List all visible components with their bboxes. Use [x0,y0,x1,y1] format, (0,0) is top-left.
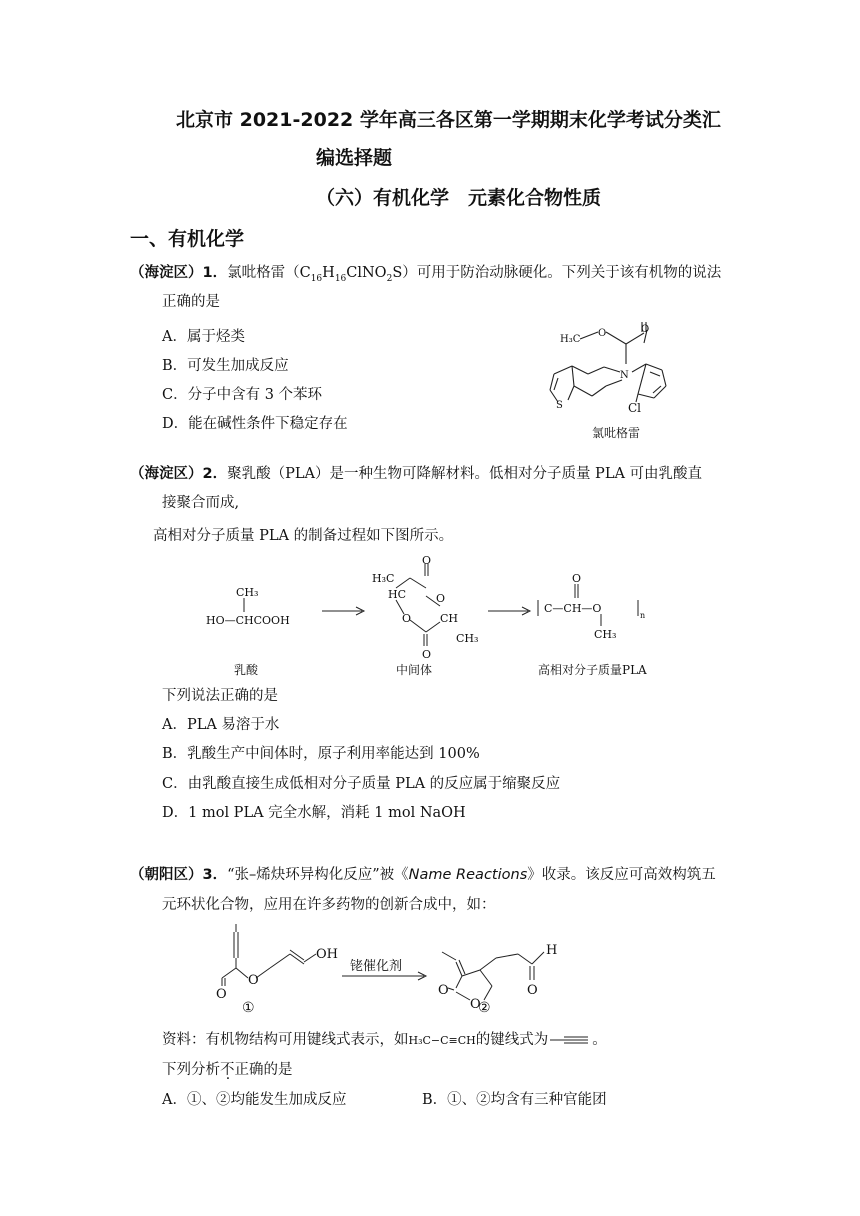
question-source: （海淀区）1． [130,265,228,281]
oxygen-label: O [598,328,607,339]
inter-oxygen-left: O [402,612,412,625]
q2-option-c: C．由乳酸直接生成低相对分子质量 PLA 的反应属于缩聚反应 [162,776,561,792]
pla-formula: C—CH—O [544,602,602,615]
question-2-stem: 下列说法正确的是 [162,688,278,704]
pla-reaction-scheme [200,556,660,682]
question-1-line2: 正确的是 [162,294,220,310]
compound-1-label: ① [242,1000,255,1016]
q2-option-a: A．PLA 易溶于水 [162,717,280,733]
pla-n: n [640,611,646,620]
section-heading: 一、有机化学 [130,228,245,250]
caption-intermediate: 中间体 [396,663,433,677]
q3-option-a: A．①、②均能发生加成反应 [162,1092,347,1108]
question-3-stem: 下列分析不正确的是 [162,1062,293,1078]
question-1-line1: （海淀区）1．氯吡格雷$(C_{16}H_{16}ClNO_2S)$可用于防治动脉硬化。下列关于该有机物的说法 [130,265,722,284]
oxygen-label-2: O [641,324,650,335]
c1-oxygen-carbonyl: O [216,987,227,1002]
lactic-ch3: CH₃ [236,586,259,599]
inter-oxygen-top: O [422,556,432,567]
inter-hc: HC [388,588,407,601]
chlorine-label: Cl [628,401,642,415]
q1-option-c: C．分子中含有 3 个苯环 [162,387,323,403]
caption-lactic-acid: 乳酸 [234,663,259,677]
inter-ch: CH [440,612,459,625]
inter-h3c: H₃C [372,572,395,585]
q1-option-d: D．能在碱性条件下稳定存在 [162,416,348,432]
hydroxyl-label: OH [316,947,338,962]
question-2-line3: 高相对分子质量 PLA 的制备过程如下图所示。 [153,528,454,544]
sulfur-label: S [556,400,563,411]
inter-ch3: CH₃ [456,632,479,645]
question-source: （朝阳区）3． [130,867,228,883]
question-source: （海淀区）2． [130,466,228,482]
lactic-formula: HO—CHCOOH [206,614,290,627]
emphasis-dot: 不 [220,1062,235,1078]
nitrogen-label: N [620,370,629,381]
structure-caption: 氯吡格雷 [592,426,641,440]
question-2-line2: 接聚合而成, [162,495,240,511]
question-3-note: 资料：有机物结构可用键线式表示，如H₃C−C≡CH的键线式为 。 [162,1032,607,1048]
enyne-reaction-scheme [200,918,580,1018]
question-3-line2: 元环状化合物，应用在许多药物的创新合成中，如： [162,897,496,913]
doc-subtitle: （六）有机化学 元素化合物性质 [316,187,602,209]
clopidogrel-structure [540,322,720,447]
c1-oxygen-ester: O [248,973,259,988]
caption-pla: 高相对分子质量PLA [538,663,647,677]
inter-oxygen-bottom: O [422,648,432,661]
inter-oxygen-right: O [436,592,446,605]
q3-option-b: B．①、②均含有三种官能团 [422,1092,607,1108]
aldehyde-oxygen: O [527,983,538,998]
pla-ch3: CH₃ [594,628,617,641]
c2-oxygen-ring: O [470,997,481,1012]
q1-option-b: B．可发生加成反应 [162,358,289,374]
doc-title-line2: 编选择题 [316,147,393,169]
compound-2-label: ② [478,1000,491,1016]
q1-option-a: A．属于烃类 [162,329,245,345]
q2-option-b: B．乳酸生产中间体时，原子利用率能达到 100% [162,746,480,762]
pla-oxygen: O [572,572,582,585]
doc-title-line1: 北京市 2021-2022 学年高三各区第一学期期末化学考试分类汇 [176,109,721,131]
q2-option-d: D．1 mol PLA 完全水解，消耗 1 mol NaOH [162,805,466,821]
question-2-line1: （海淀区）2．聚乳酸（PLA）是一种生物可降解材料。低相对分子质量 PLA 可由乳酸直 [130,466,703,482]
aldehyde-h: H [546,943,558,958]
h3c-label: H₃C [560,334,581,345]
c2-oxygen-carbonyl: O [438,983,449,998]
question-3-line1: （朝阳区）3．“张–烯炔环异构化反应”被《Name Reactions》收录。该反应可高效构筑五 [130,867,716,883]
catalyst-label: 铑催化剂 [350,959,403,974]
skeletal-formula-icon [548,1035,592,1045]
